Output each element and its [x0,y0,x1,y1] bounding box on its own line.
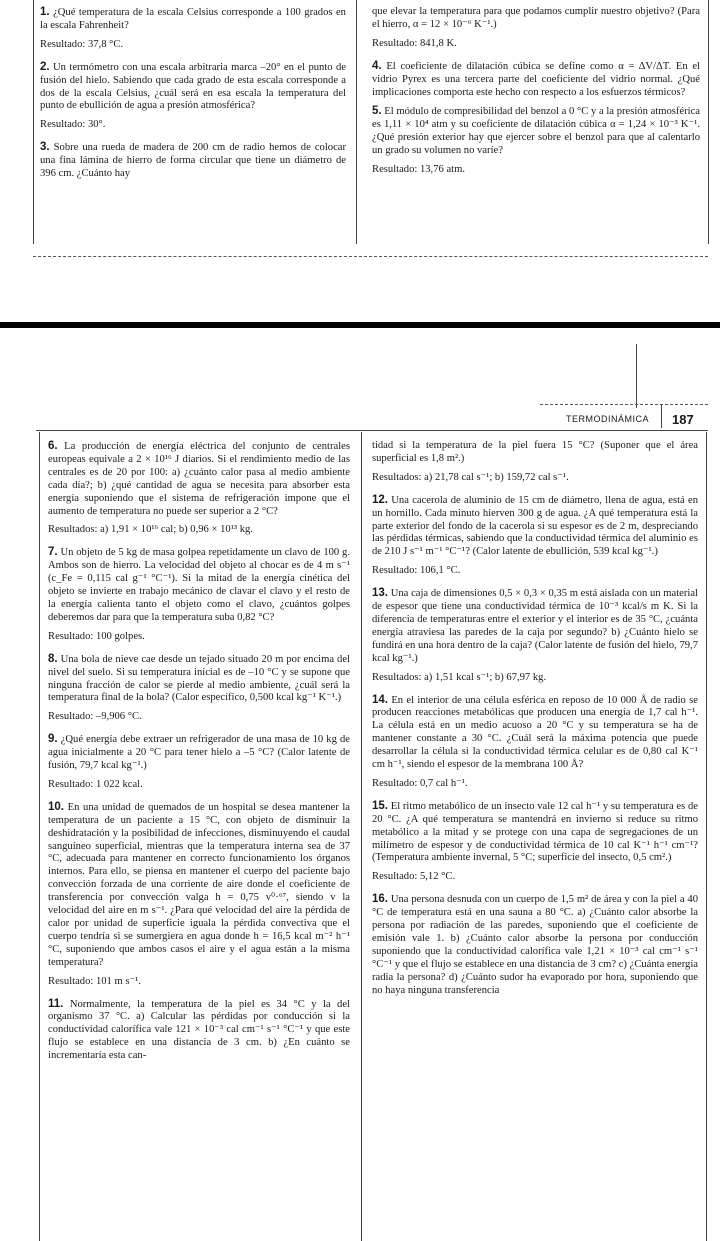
exercise-statement [48,733,350,773]
exercise-statement [48,801,350,970]
exercise-result: Resultado: –9,906 °C. [48,711,142,723]
exercise-text: El coeficiente de dilatación cúbica se define como α = ΔV/ΔT. En el vidrio Pyrex es una tercera parte del coeficiente del vidrio normal. ¿Qué implicaciones comporta este hecho con respecto a los esfuerzos térmicos? [372,60,700,98]
exercise-number: 15. [372,799,388,812]
exercise-text: En el interior de una célula esférica en reposo de 10 000 Å de radio se producen reacciones metabólicas que producen una energía de 1,7 cal h⁻¹. La célula está en un medio acuoso a 20 °C y su temperatura se ha de mantener constante a 30 °C. ¿Cuál será la máxima potencia que puede desarrollar la célula si la conductividad térmica celular es de 0,80 cal K⁻¹ cm h⁻¹, siendo el espesor de la membrana 100 Å? [372,694,698,771]
exercise-text: El módulo de compresibilidad del benzol a 0 °C y a la presión atmosférica es 1,11 × 10⁴ atm y su coeficiente de dilatación cúbica α = 1,24 × 10⁻³ K⁻¹. ¿Qué presión exterior hay que ejercer sobre el benzol para que al calentarlo un grado su volumen no varíe? [372,106,700,157]
main-left-border [39,432,40,1241]
exercise-number: 5. [372,105,382,118]
exercise-text: Un termómetro con una escala arbitraria marca –20° en el punto de fusión del hielo. Sabiendo que cada grado de esta escala corresponde a dos de la escala Celsius, ¿cuál será en esa escala la temperatura del punto de ebullición de agua a presión atmosférica? [40,61,346,112]
exercise-number: 13. [372,587,388,600]
exercise-statement [372,893,698,997]
exercise-statement [40,141,346,181]
exercise-result: Resultados: a) 21,78 cal s⁻¹; b) 159,72 cal s⁻¹. [372,471,569,483]
exercise-result: Resultado: 106,1 °C. [372,565,461,577]
exercise-result: Resultado: 30°. [40,119,106,131]
exercise-text: tidad si la temperatura de la piel fuera 15 °C? (Suponer que el área superficial es 1,8 m².) [372,440,698,464]
top-center-divider [356,0,357,244]
exercise-text: Normalmente, la temperatura de la piel es 34 °C y la del organismo 37 °C. a) Calcular las pérdidas por conducción si la conductividad calorífica vale 121 × 10⁻³ cal cm⁻¹ s⁻¹ °C⁻¹ y que este flujo se establece en una distancia de 3 cm. b) ¿En cuánto se incrementaría esta can- [48,998,350,1062]
exercise-text: que elevar la temperatura para que podamos cumplir nuestro objetivo? (Para el hierro, α = 12 × 10⁻⁶ K⁻¹.) [372,6,700,30]
main-right-border [706,432,707,1241]
exercise-number: 14. [372,693,388,706]
exercise-result: Resultado: 0,7 cal h⁻¹. [372,777,468,789]
section-title: TERMODINÁMICA [566,414,649,424]
exercise-statement [40,6,346,33]
exercise-statement [372,105,700,158]
exercise-number: 11. [48,997,64,1010]
top-bottom-rule [33,256,708,257]
exercise-result: Resultado: 5,12 °C. [372,871,456,883]
exercise-number: 10. [48,800,64,813]
left-column [48,440,350,1069]
exercise-statement [372,587,698,665]
exercise-number: 8. [48,652,58,665]
exercise-number: 3. [40,141,50,154]
exercise-result: Resultado: 13,76 atm. [372,164,465,176]
exercise-number: 6. [48,440,58,452]
exercise-number: 7. [48,546,58,559]
exercise-text: El ritmo metabólico de un insecto vale 12 cal h⁻¹ y su temperatura es de 20 °C. ¿A qué temperatura se mantendrá en invierno si reduce su ritmo metabólico a la mitad y se protege con una capa de segregaciones de un milímetro de espesor y de conductividad térmica de 10 cal K⁻¹ h⁻¹ cm⁻¹? (Temperatura ambiente invernal, 5 °C; superficie del insecto, 0,5 cm².) [372,800,698,864]
exercise-result: Resultado: 37,8 °C. [40,38,124,50]
top-left-list [40,6,346,181]
top-right-list [372,6,700,177]
exercise-number: 4. [372,59,382,72]
top-left-column [40,6,346,187]
exercise-text: Sobre una rueda de madera de 200 cm de radio hemos de colocar una fina lámina de hierro de forma circular que tiene un diámetro de 396 cm. ¿Cuánto hay [40,142,346,180]
exercise-number: 12. [372,493,388,506]
exercise-statement [372,440,698,466]
exercise-statement [372,60,700,100]
exercise-text: Una cacerola de aluminio de 15 cm de diámetro, llena de agua, está en un hornillo. Cada minuto hierven 300 g de agua. ¿A qué temperatura está la parte exterior del fondo de la cacerola si su espesor es de 2 m, despreciando las pérdidas térmicas, sabiendo que la conductividad térmica del aluminio es de 210 J s⁻¹ m⁻¹ °C⁻¹? (Calor latente de ebullición, 539 kcal kg⁻¹.) [372,494,698,558]
top-left-border [33,0,34,244]
exercise-result: Resultados: a) 1,51 kcal s⁻¹; b) 67,97 kg. [372,671,547,683]
exercise-number: 1. [40,6,50,18]
exercise-number: 9. [48,733,58,746]
exercise-text: En una unidad de quemados de un hospital se desea mantener la temperatura de un paciente a 15 °C, con objeto de disminuir la deshidratación y la posibilidad de infecciones, disminuyendo el caudal sanguíneo superficial, mientras que la temperatura interna sea de 37 °C, adecuada para mantener en correcto funcionamiento los órganos internos. Para ello, se piensa en mantener el cuerpo del paciente bajo convección forzada de una corriente de aire donde el coeficiente de transferencia por convección valga h = 0,75 v⁰·⁶⁷, siendo v la velocidad del aire en m s⁻¹. ¿Para qué velocidad del aire la pérdida de calor por unidad de superficie iguala la pérdida convectiva que el cuerpo tendría si se sumergiera en agua donde h = 16,5 kcal m⁻² h⁻¹ °C, suponiendo que ambos casos el aire y el agua están a la misma temperatura? [48,801,350,968]
exercise-statement [48,546,350,624]
right-exercise-list [372,440,698,998]
page-separator [0,322,720,328]
right-column [372,440,698,1004]
exercise-statement [48,440,350,518]
exercise-text: ¿Qué energía debe extraer un refrigerador de una masa de 10 kg de agua inicialmente a 20 °C para tener hielo a –5 °C? (Calor latente de fusión, 79,7 kcal kg⁻¹.) [48,734,350,772]
exercise-result: Resultado: 101 m s⁻¹. [48,975,141,987]
exercise-statement [48,998,350,1064]
exercise-statement [372,694,698,772]
exercise-statement [372,494,698,560]
header-rule [36,430,708,431]
exercise-text: Una bola de nieve cae desde un tejado situado 20 m por encima del nivel del suelo. Si su temperatura inicial es de –10 °C y se supone que ninguna fracción de calor se pierde al medio ambiente, ¿cuál será la temperatura final de la bola? (Calor específico, 0,500 kcal kg⁻¹ K⁻¹.) [48,653,350,704]
exercise-statement [48,653,350,706]
exercise-text: ¿Qué temperatura de la escala Celsius corresponde a 100 grados en la escala Fahrenheit? [40,7,346,31]
top-right-column [372,6,700,186]
exercise-statement [372,800,698,866]
header-vertical-rule [636,344,637,408]
exercise-number: 2. [40,60,50,73]
left-exercise-list [48,440,350,1063]
main-center-divider [361,432,362,1241]
exercise-statement [40,61,346,114]
header-box-left [661,404,662,428]
exercise-result: Resultado: 100 golpes. [48,630,145,642]
exercise-text: Una persona desnuda con un cuerpo de 1,5 m² de área y con la piel a 40 °C de temperatura está en una sauna a 80 °C. a) ¿Cuánto calor absorbe la persona por radiación de las paredes, suponiendo que el coeficiente de emisión vale 1. b) ¿Cuánto calor absorbe la persona por conducción suponiendo que la conductividad calorífica vale 1,21 × 10⁻³ cal cm⁻¹ s⁻¹ °C⁻¹ y que el flujo se establece en una distancia de 3 cm? c) ¿Cuánta energía radia la persona? d) ¿Cuánto sudor ha evaporado por hora, suponiendo que no haya ninguna transferencia [372,894,698,996]
exercise-text: Una caja de dimensiones 0,5 × 0,3 × 0,35 m está aislada con un material de espesor que tiene una conductividad térmica de 10⁻³ kcal/s m K. Si la diferencia de temperaturas entre el exterior y el interior es de 35 °C, ¿cuánta energía atraviesa las paredes de la caja por segundo? b) ¿Cuánto hielo se fundirá en una hora dentro de la caja? (Calor latente de fusión del hielo, 79,7 kcal kg⁻¹.) [372,588,698,664]
exercise-result: Resultado: 1 022 kcal. [48,778,143,790]
top-right-border [708,0,709,244]
exercise-statement [372,6,700,32]
exercise-result: Resultado: 841,8 K. [372,37,457,49]
exercise-number: 16. [372,893,388,906]
exercise-text: La producción de energía eléctrica del conjunto de centrales europeas equivale a 2 × 10¹⁶ J diarios. Si el rendimiento medio de las centrales es de 20 por 100: a) ¿cuánto calor pasa al medio ambiente cada día?; b) ¿qué cantidad de agua se necesita para absorber esta energía suponiendo que el sistema de refrigeración impone que el aumento de temperatura no puede ser superior a 2 °C? [48,441,350,517]
exercise-text: Un objeto de 5 kg de masa golpea repetidamente un clavo de 100 g. Ambos son de hierro. La velocidad del objeto al chocar es de 4 m s⁻¹ (c_Fe = 0,115 cal g⁻¹ °C⁻¹). Si la mitad de la energía cinética del objeto se invierte en trabajo mecánico de clavar el clavo y el resto de la energía calienta tanto el objeto como el clavo, ¿cuántos golpes deberemos dar para que la temperatura suba 0,82 °C? [48,547,350,623]
exercise-result: Resultados: a) 1,91 × 10¹⁶ cal; b) 0,96 × 10¹³ kg. [48,524,253,536]
page-number: 187 [672,412,694,427]
header-dash-top [540,404,708,405]
